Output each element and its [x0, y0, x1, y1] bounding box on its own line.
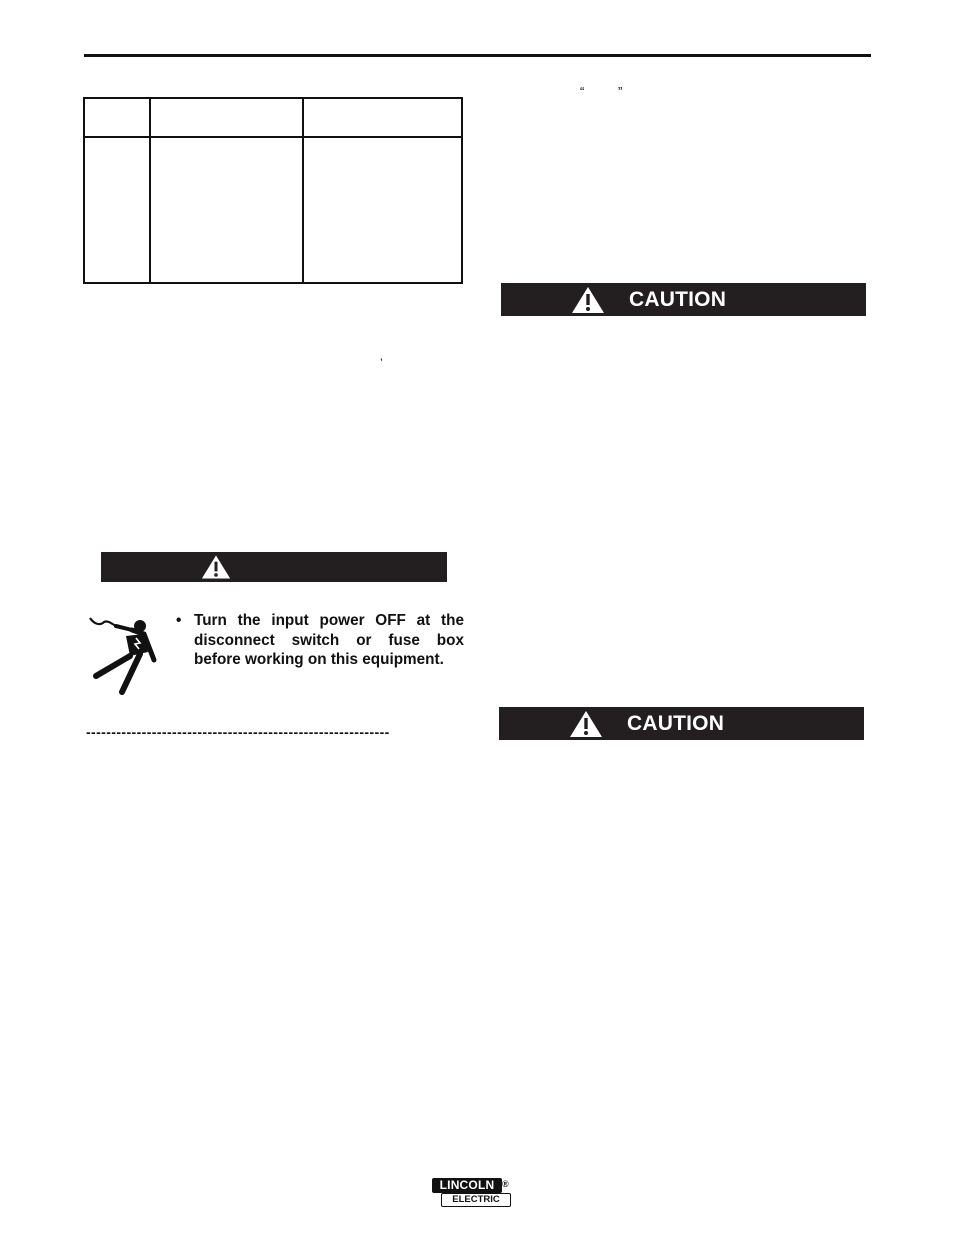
dashed-separator: ------------------------------------------------------------: [86, 724, 390, 740]
caution-banner-bottom: [499, 707, 864, 740]
apostrophe-mark: ’: [380, 356, 383, 370]
warning-text: Turn the input power OFF at the disconnect switch or fuse box before working on this equipment.: [194, 612, 464, 668]
warning-instruction: [176, 611, 464, 670]
logo-line1: LINCOLN: [439, 1178, 495, 1192]
logo-lower: [441, 1193, 511, 1207]
caution-label: CAUTION: [627, 711, 725, 735]
electric-shock-icon: [82, 612, 174, 698]
table-column-divider: [149, 99, 151, 282]
quote-marks: [580, 84, 656, 99]
registered-mark: ®: [502, 1179, 509, 1189]
logo-upper: [432, 1178, 502, 1193]
logo-line2: ELECTRIC: [452, 1194, 500, 1205]
data-table: [83, 97, 463, 284]
close-quote: ”: [618, 84, 623, 99]
table-header-divider: [85, 136, 461, 138]
lincoln-electric-logo: [432, 1178, 512, 1208]
table-column-divider: [302, 99, 304, 282]
open-quote: “: [580, 84, 585, 99]
caution-banner-top: [501, 283, 866, 316]
warning-triangle-icon: [201, 554, 231, 580]
warning-triangle-icon: [571, 286, 605, 314]
header-rule: [84, 54, 871, 57]
warning-banner: [101, 552, 447, 582]
bullet-marker: •: [176, 612, 182, 629]
caution-label: CAUTION: [629, 287, 727, 311]
warning-triangle-icon: [569, 710, 603, 738]
